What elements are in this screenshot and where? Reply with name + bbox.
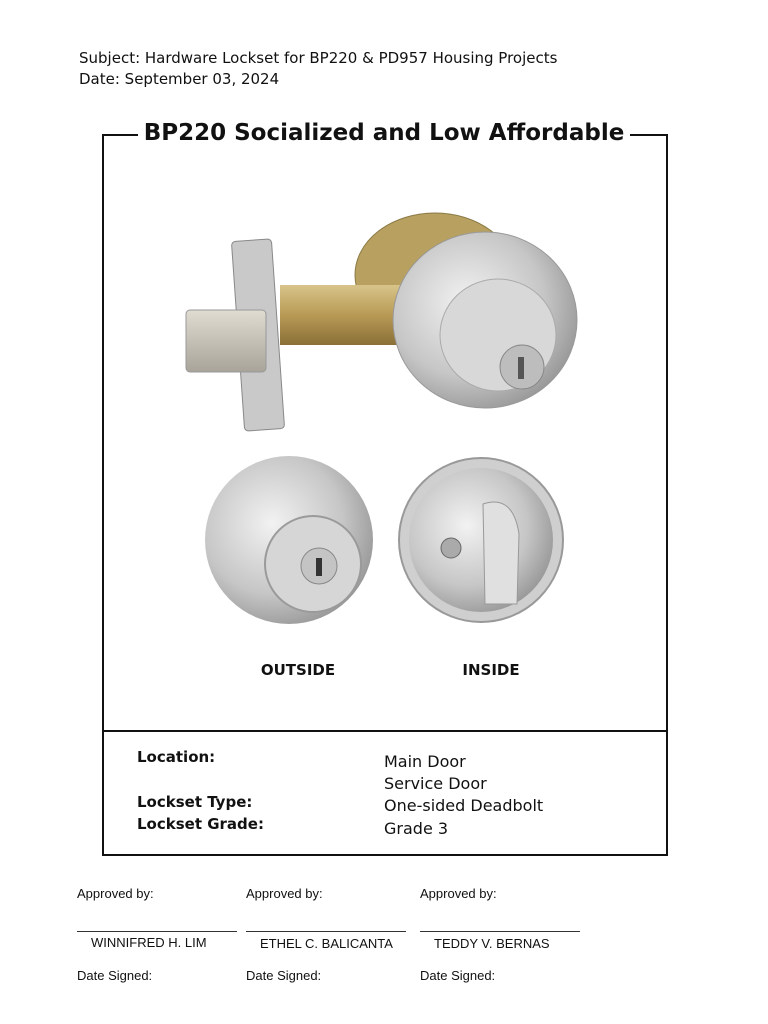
approved-by-2: Approved by: bbox=[246, 886, 323, 901]
inside-caption: INSIDE bbox=[462, 661, 520, 679]
subject-line: Subject: Hardware Lockset for BP220 & PD957 Housing Projects bbox=[79, 49, 558, 67]
signatory-name-1: WINNIFRED H. LIM bbox=[91, 935, 207, 950]
location-value-1: Main Door bbox=[384, 752, 466, 771]
lockset-type-label: Lockset Type: bbox=[137, 793, 253, 811]
approved-by-1: Approved by: bbox=[77, 886, 154, 901]
lockset-type-value: One-sided Deadbolt bbox=[384, 796, 544, 815]
page-title bbox=[0, 120, 768, 146]
location-value-2: Service Door bbox=[384, 774, 487, 793]
outside-caption: OUTSIDE bbox=[260, 661, 336, 679]
title-text: BP220 Socialized and Low Affordable bbox=[138, 120, 631, 146]
signatory-name-3: TEDDY V. BERNAS bbox=[434, 936, 550, 951]
outside-keyed-cylinder-photo bbox=[203, 454, 375, 626]
section-divider bbox=[102, 730, 668, 732]
date-signed-1: Date Signed: bbox=[77, 968, 153, 983]
date-signed-2: Date Signed: bbox=[246, 968, 322, 983]
approved-by-3: Approved by: bbox=[420, 886, 497, 901]
inside-thumbturn-photo bbox=[395, 454, 567, 626]
signature-line-2 bbox=[246, 931, 406, 932]
signatory-name-2: ETHEL C. BALICANTA bbox=[260, 936, 393, 951]
date-line: Date: September 03, 2024 bbox=[79, 70, 280, 88]
date-signed-3: Date Signed: bbox=[420, 968, 496, 983]
lockset-grade-value: Grade 3 bbox=[384, 819, 449, 838]
location-label: Location: bbox=[137, 748, 216, 766]
deadbolt-lock-photo bbox=[180, 205, 580, 435]
signature-line-3 bbox=[420, 931, 580, 932]
lockset-grade-label: Lockset Grade: bbox=[137, 815, 264, 833]
signature-line-1 bbox=[77, 931, 237, 932]
